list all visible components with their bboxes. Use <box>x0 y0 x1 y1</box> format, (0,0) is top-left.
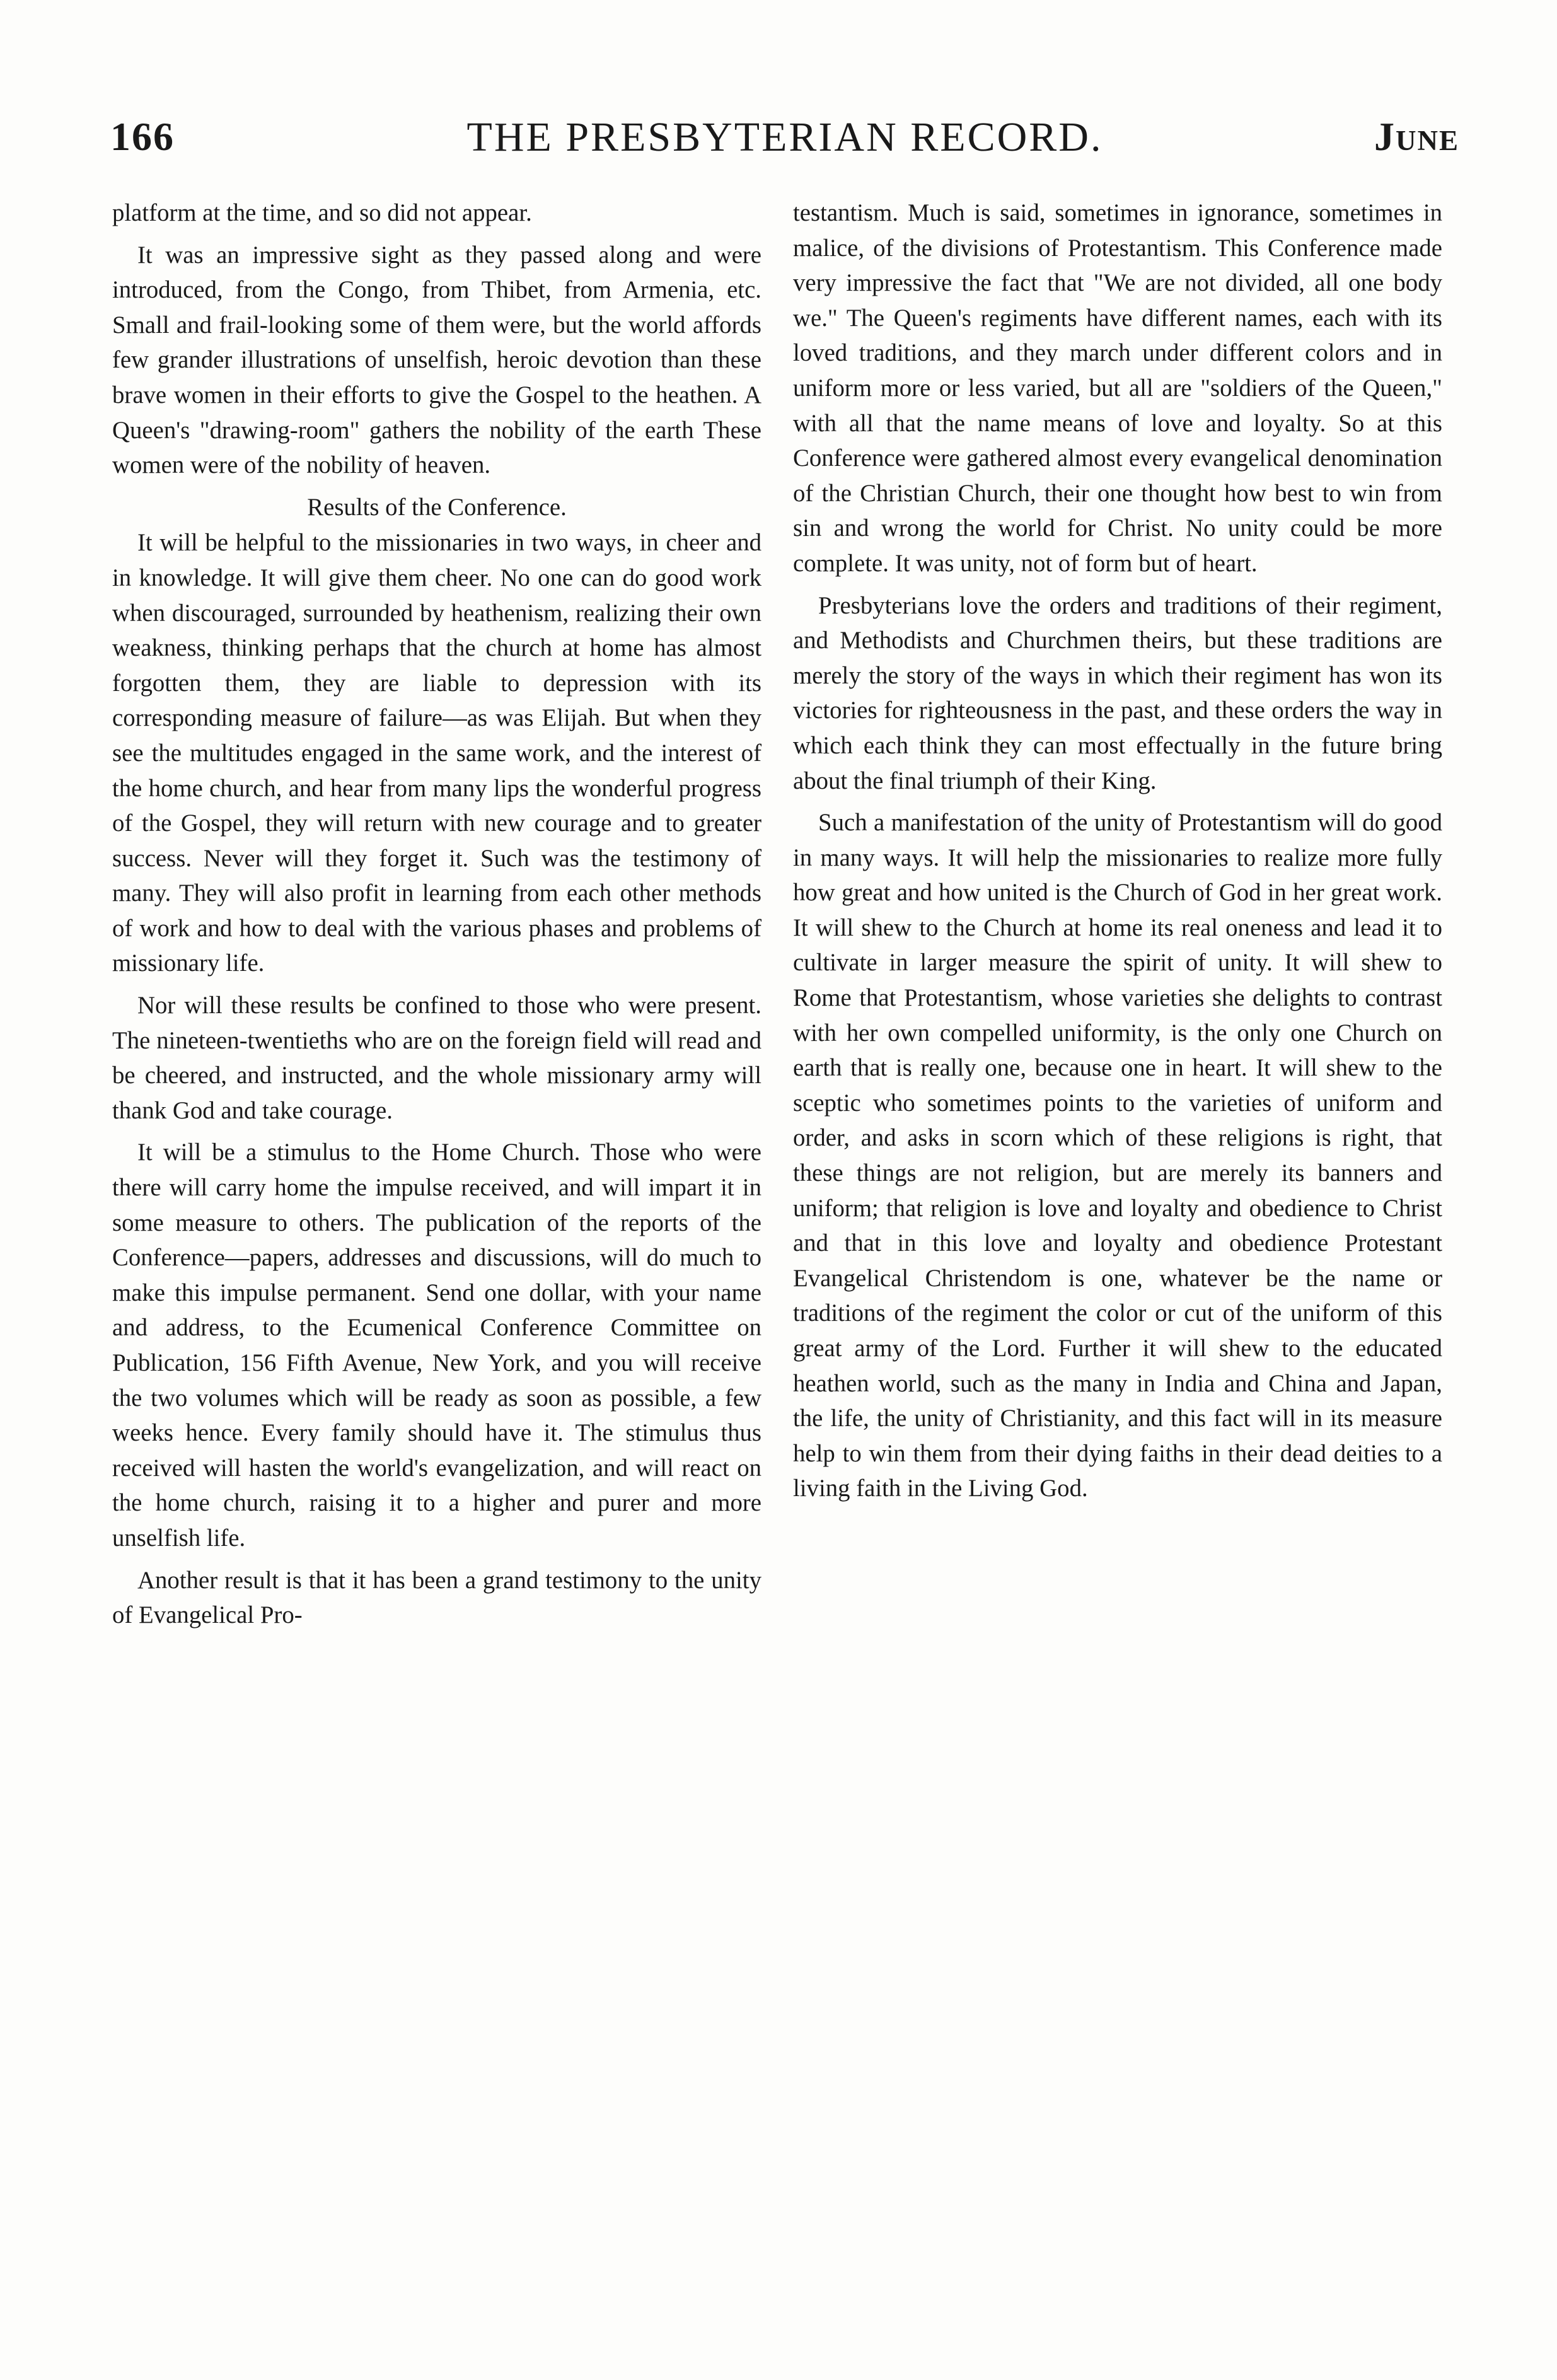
page-number: 166 <box>110 114 175 159</box>
paragraph: It will be a stimulus to the Home Church. Those who were there will carry home the impulse received, and will impart it in some measure to others. The publication of the reports of the Conference—papers, addresses and discussions, will do much to make this impulse permanent. Send one dollar, with your name and address, to the Ecumenical Conference Committee on Publication, 156 Fifth Avenue, New York, and you will receive the two volumes which will be ready as soon as possible, a few weeks hence. Every family should have it. The stimulus thus received will hasten the world's evangelization, and will react on the home church, raising it to a higher and purer and more unselfish life. <box>112 1139 761 1552</box>
paragraph: testantism. Much is said, sometimes in ignorance, sometimes in malice, of the divisions of Protestantism. This Conference made very impressive the fact that "We are not divided, all one body we." The Queen's regiments have different names, each with its loved traditions, and they march under different colors and in uniform more or less varied, but all are "soldiers of the Queen," with all that the name means of love and loyalty. So at this Conference were gathered almost every evangelical denomination of the Christian Church, their one thought how best to win from sin and wrong the world for Christ. No unity could be more complete. It was unity, not of form but of heart. <box>793 199 1442 577</box>
issue-month: June <box>1374 114 1459 159</box>
paragraph: Such a manifestation of the unity of Protestantism will do good in many ways. It will help the missionaries to realize more fully how great and how united is the Church of God in her great work. It will shew to the Church at home its real oneness and lead it to cultivate in larger measure the spirit of unity. It will shew to Rome that Protestantism, whose varieties she delights to contrast with her own compelled uniformity, is the only one Church on earth that is really one, because one in heart. It will shew to the sceptic who sometimes points to the varieties of uniform and order, and asks in scorn which of these religions is right, that these things are not religion, but are merely its banners and uniform; that religion is love and loyalty and obedience to Christ and that in this love and loyalty and obedience Protestant Evangelical Christendom is one, whatever be the name or traditions of the regiment the color or cut of the uniform of this great army of the Lord. Further it will shew to the educated heathen world, such as the many in India and China and Japan, the life, the unity of Christianity, and this fact will in its measure help to win them from their dying faiths in their dead deities to a living faith in the Living God. <box>793 809 1442 1502</box>
paragraph: platform at the time, and so did not appear. <box>112 199 532 226</box>
paragraph: Another result is that it has been a grand testimony to the unity of Evangelical Pro- <box>112 1566 761 1629</box>
section-heading: Results of the Conference. <box>307 493 567 521</box>
publication-title: THE PRESBYTERIAN RECORD. <box>466 114 1103 160</box>
paragraph: It was an impressive sight as they passed along and were introduced, from the Congo, from Thibet, from Armenia, etc. Small and frail-looking some of them were, but the world affords few grander illustrations of unselfish, heroic devotion than these brave women in their efforts to give the Gospel to the heathen. A Queen's "drawing-room" gathers the nobility of the earth These women were of the nobility of heaven. <box>112 241 761 479</box>
paragraph: It will be helpful to the missionaries in two ways, in cheer and in knowledge. It will give them cheer. No one can do good work when discouraged, surrounded by heathenism, realizing their own weakness, thinking perhaps that the church at home has almost forgotten them, they are liable to depression with its corresponding measure of failure—as was Elijah. But when they see the multitudes engaged in the same work, and the interest of the home church, and hear from many lips the wonderful progress of the Gospel, they will return with new courage and to greater success. Never will they forget it. Such was the testimony of many. They will also profit in learning from each other methods of work and how to deal with the various phases and problems of missionary life. <box>112 529 761 977</box>
paragraph: Nor will these results be confined to those who were present. The nineteen-twentieths who are on the foreign field will read and be cheered, and instructed, and the whole missionary army will thank God and take courage. <box>112 992 761 1124</box>
running-header <box>110 113 1459 183</box>
right-column <box>793 195 1442 1513</box>
left-column <box>112 195 761 1640</box>
paragraph: Presbyterians love the orders and traditions of their regiment, and Methodists and Churchmen theirs, but these traditions are merely the story of the ways in which their regiment has won its victories for righteousness in the past, and these orders the way in which each think they can most effectually in the future bring about the final triumph of their King. <box>793 591 1442 794</box>
